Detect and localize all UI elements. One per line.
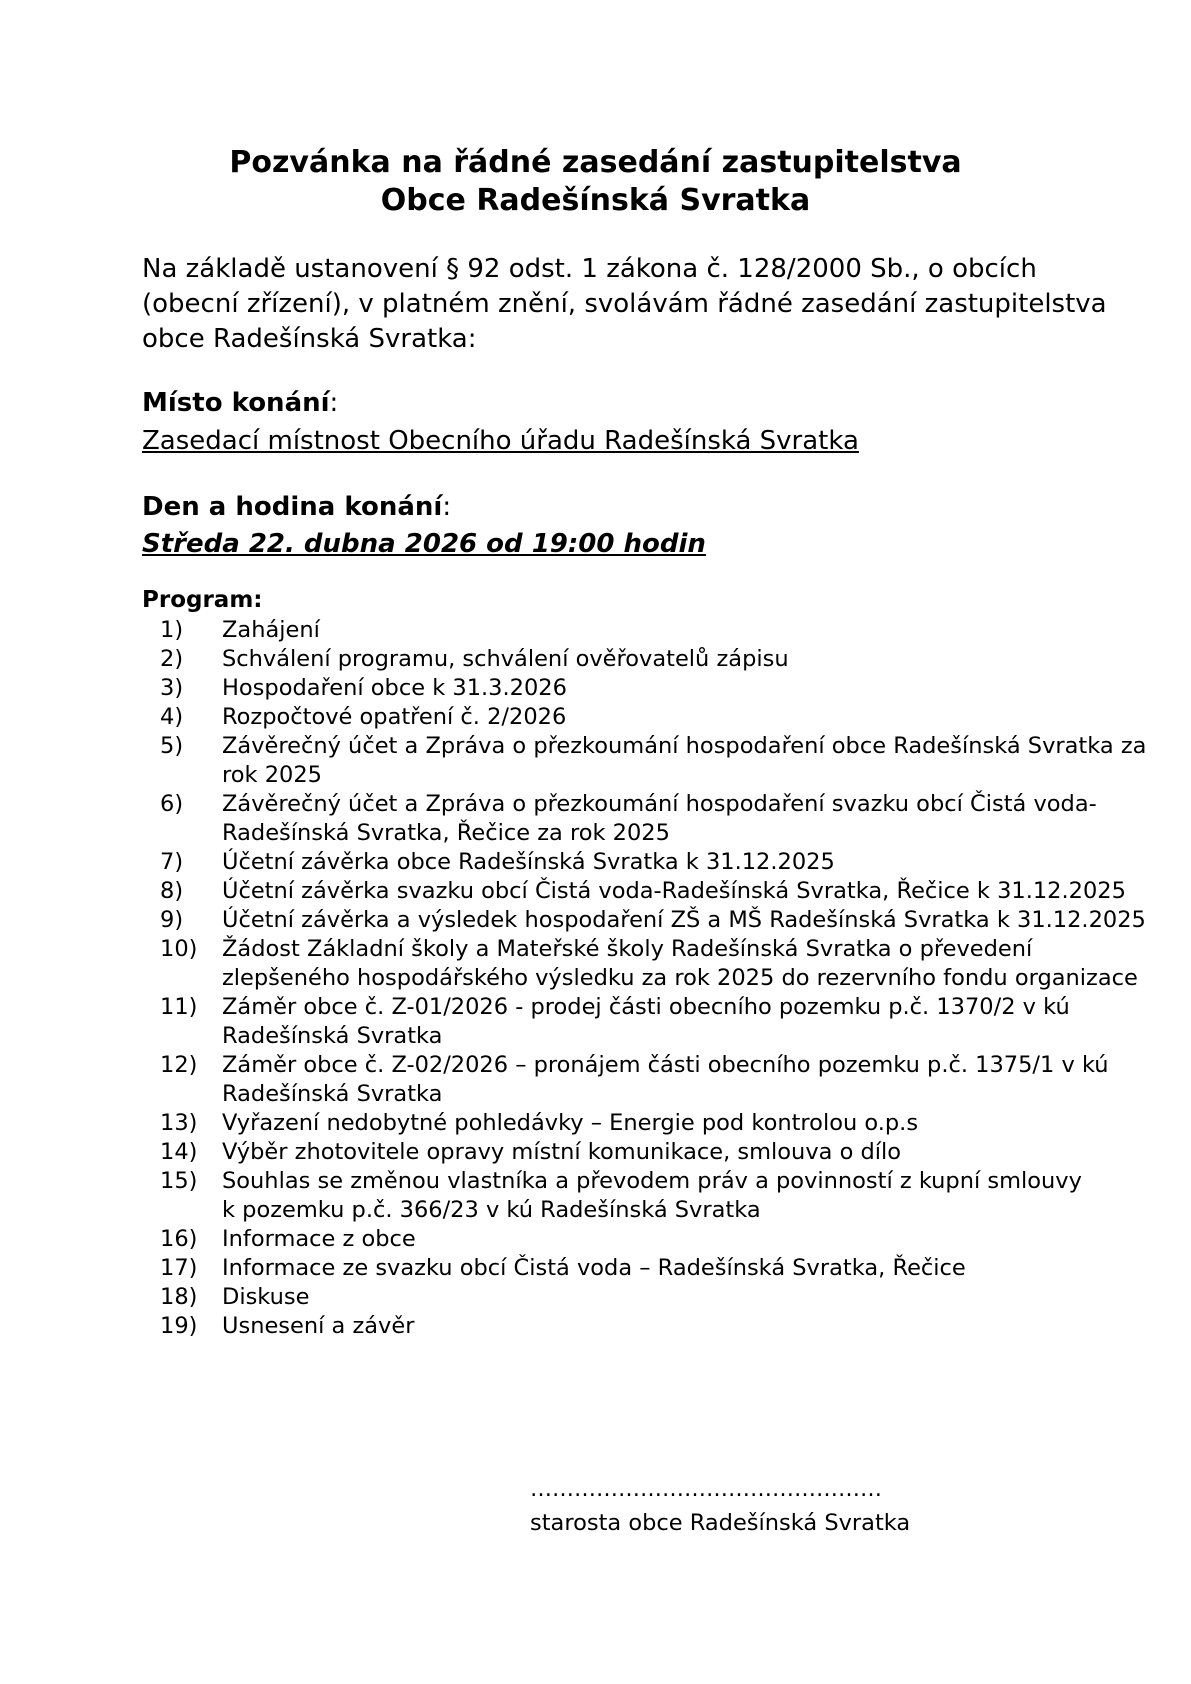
agenda-item-line: Rozpočtové opatření č. 2/2026 [222, 704, 567, 730]
agenda-item-text [222, 1225, 1102, 1254]
agenda-item-text [222, 1312, 1102, 1341]
agenda-item-number: 8) [160, 878, 184, 904]
agenda-item [0, 645, 1191, 674]
intro-line: Na základě ustanovení § 92 odst. 1 zákona č. 128/2000 Sb., o obcích [142, 254, 1037, 284]
agenda-item-line: Radešínská Svratka, Řečice za rok 2025 [222, 820, 670, 846]
agenda-item-line: Účetní závěrka obce Radešínská Svratka k 31.12.2025 [222, 849, 835, 875]
agenda-item [0, 1051, 1191, 1109]
agenda-item-line: Radešínská Svratka [222, 1081, 443, 1107]
document-title-line1: Pozvánka na řádné zasedání zastupitelstva [229, 145, 962, 180]
agenda-item [0, 790, 1191, 848]
agenda-item-number: 6) [160, 791, 184, 817]
agenda-item-line: Účetní závěrka a výsledek hospodaření ZŠ a MŠ Radešínská Svratka k 31.12.2025 [222, 907, 1146, 933]
agenda-item-text [222, 993, 1102, 1051]
agenda-item-number: 15) [160, 1168, 198, 1194]
agenda-item-line: Usnesení a závěr [222, 1313, 415, 1339]
agenda-item-text [222, 1109, 1102, 1138]
agenda-item [0, 906, 1191, 935]
place-label: Místo konání [142, 388, 330, 418]
agenda-item-line: Zahájení [222, 617, 320, 643]
agenda-item-text [222, 877, 1126, 906]
program-heading: Program: [142, 587, 263, 613]
agenda-item-line: Radešínská Svratka [222, 1023, 443, 1049]
agenda-item [0, 935, 1191, 993]
agenda-item [0, 674, 1191, 703]
place-heading [142, 386, 338, 420]
signature-line: ………………………………………… [530, 1477, 882, 1502]
agenda-item-number: 7) [160, 849, 184, 875]
agenda-item-text [222, 935, 1138, 993]
intro-paragraph [142, 252, 1107, 357]
agenda-item-number: 11) [160, 994, 198, 1020]
agenda-item-number: 16) [160, 1226, 198, 1252]
place-value: Zasedací místnost Obecního úřadu Radešínská Svratka [142, 426, 859, 456]
agenda-item-line: Záměr obce č. Z-02/2026 – pronájem části obecního pozemku p.č. 1375/1 v kú [222, 1052, 1109, 1078]
agenda-item-number: 12) [160, 1052, 198, 1078]
place-label-colon: : [329, 388, 339, 418]
agenda-item-number: 3) [160, 675, 184, 701]
agenda-item [0, 732, 1191, 790]
agenda-item-line: zlepšeného hospodářského výsledku za rok 2025 do rezervního fondu organizace [222, 965, 1138, 991]
agenda-item [0, 616, 1191, 645]
intro-line: obce Radešínská Svratka: [142, 324, 477, 354]
agenda-item-number: 10) [160, 936, 198, 962]
agenda-item-text [222, 1051, 1109, 1109]
agenda-item-line: Závěrečný účet a Zpráva o přezkoumání hospodaření obce Radešínská Svratka za [222, 733, 1147, 759]
agenda-item-number: 1) [160, 617, 184, 643]
agenda-item [0, 1283, 1191, 1312]
agenda-item [0, 1254, 1191, 1283]
agenda-item-line: Informace ze svazku obcí Čistá voda – Radešínská Svratka, Řečice [222, 1255, 966, 1281]
time-heading [142, 490, 451, 524]
agenda-item-text [222, 674, 1102, 703]
document-title-line2: Obce Radešínská Svratka [380, 183, 811, 218]
signature-label: starosta obce Radešínská Svratka [530, 1510, 911, 1536]
agenda-item-text [222, 1254, 1102, 1283]
agenda-item-text [222, 703, 1102, 732]
agenda-item [0, 1167, 1191, 1225]
agenda-item-line: k pozemku p.č. 366/23 v kú Radešínská Svratka [222, 1197, 761, 1223]
agenda-item [0, 1109, 1191, 1138]
agenda-item-line: Záměr obce č. Z-01/2026 - prodej části obecního pozemku p.č. 1370/2 v kú [222, 994, 1070, 1020]
agenda-item-line: Souhlas se změnou vlastníka a převodem práv a povinností z kupní smlouvy [222, 1168, 1082, 1194]
agenda-item-line: Vyřazení nedobytné pohledávky – Energie pod kontrolou o.p.s [222, 1110, 919, 1136]
agenda-item [0, 993, 1191, 1051]
agenda-item-line: Účetní závěrka svazku obcí Čistá voda-Radešínská Svratka, Řečice k 31.12.2025 [222, 878, 1126, 904]
agenda-item-text [222, 645, 1102, 674]
agenda-item-number: 14) [160, 1139, 198, 1165]
agenda-item [0, 703, 1191, 732]
agenda-item [0, 1138, 1191, 1167]
agenda-item-number: 13) [160, 1110, 198, 1136]
agenda-item-text [222, 1138, 1102, 1167]
agenda-item-text [222, 1283, 1102, 1312]
agenda-item-number: 9) [160, 907, 184, 933]
agenda-item-number: 5) [160, 733, 184, 759]
agenda-item-text [222, 848, 1102, 877]
agenda-item-number: 17) [160, 1255, 198, 1281]
agenda-item-number: 4) [160, 704, 184, 730]
agenda-item-line: Hospodaření obce k 31.3.2026 [222, 675, 567, 701]
agenda-item-number: 18) [160, 1284, 198, 1310]
time-label: Den a hodina konání [142, 492, 443, 522]
agenda-list [0, 616, 1191, 1341]
agenda-item-line: Diskuse [222, 1284, 310, 1310]
agenda-item-text [222, 790, 1102, 848]
agenda-item-line: Žádost Základní školy a Mateřské školy Radešínská Svratka o převedení [222, 936, 1033, 962]
agenda-item [0, 848, 1191, 877]
agenda-item [0, 1225, 1191, 1254]
agenda-item-line: rok 2025 [222, 762, 322, 788]
agenda-item-number: 2) [160, 646, 184, 672]
agenda-item-text [222, 616, 1102, 645]
agenda-item-text [222, 906, 1146, 935]
agenda-item [0, 877, 1191, 906]
time-value: Středa 22. dubna 2026 od 19:00 hodin [142, 529, 706, 559]
agenda-item-line: Výběr zhotovitele opravy místní komunikace, smlouva o dílo [222, 1139, 902, 1165]
agenda-item-text [222, 732, 1147, 790]
agenda-item-line: Závěrečný účet a Zpráva o přezkoumání hospodaření svazku obcí Čistá voda- [222, 791, 1097, 817]
intro-line: (obecní zřízení), v platném znění, svolávám řádné zasedání zastupitelstva [142, 289, 1107, 319]
agenda-item-number: 19) [160, 1313, 198, 1339]
agenda-item-line: Informace z obce [222, 1226, 416, 1252]
agenda-item [0, 1312, 1191, 1341]
agenda-item-line: Schválení programu, schválení ověřovatelů zápisu [222, 646, 789, 672]
time-label-colon: : [442, 492, 452, 522]
agenda-item-text [222, 1167, 1102, 1225]
